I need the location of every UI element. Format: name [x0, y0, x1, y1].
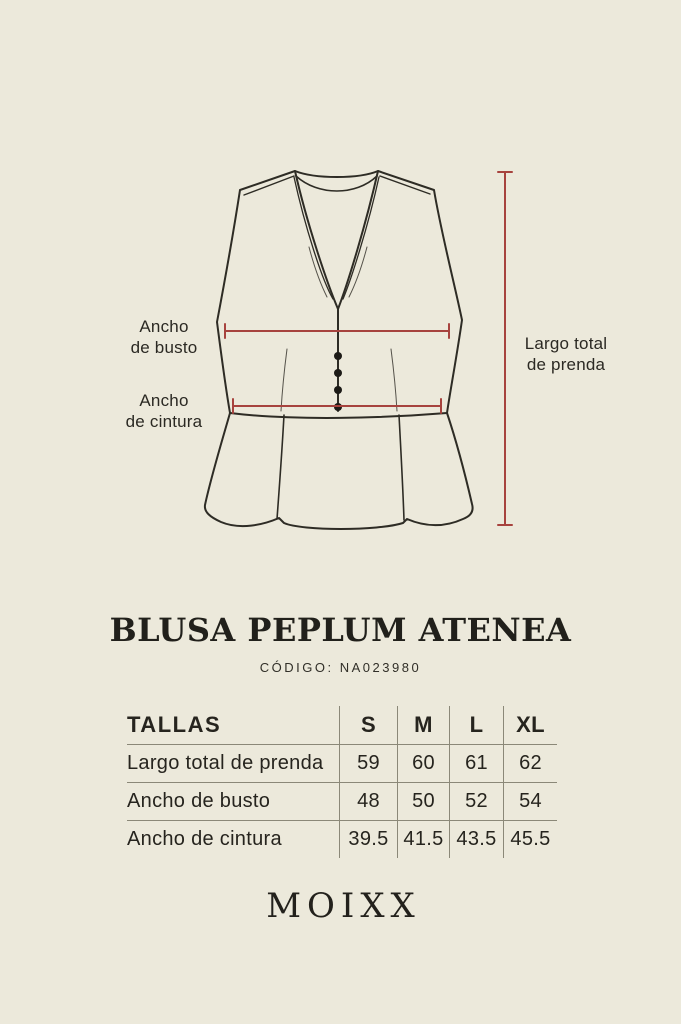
product-title: BLUSA PEPLUM ATENEA	[109, 611, 572, 649]
total-length-label-line1: Largo total	[524, 334, 608, 353]
total-length-label-line2: de prenda	[526, 355, 606, 374]
back-neckline	[296, 176, 377, 191]
cell-value: 61	[449, 745, 503, 782]
bust-width-label-line1: Ancho	[139, 317, 189, 336]
size-table-header-row	[127, 706, 557, 745]
waist-width-label-line1: Ancho	[139, 391, 189, 410]
row-label: Largo total de prenda	[127, 752, 324, 774]
peplum-fold-lines	[277, 415, 404, 520]
size-column-xl: XL	[503, 706, 557, 744]
cell-value: 62	[503, 745, 557, 782]
lapel-inner-lines	[294, 177, 379, 299]
product-code: CÓDIGO: NA023980	[259, 660, 422, 675]
cell-value: 43.5	[449, 821, 503, 858]
table-row-bust-width	[127, 783, 557, 821]
cell-value: 48	[339, 783, 397, 820]
button-icon	[334, 386, 342, 394]
size-table-header-label: TALLAS	[127, 712, 222, 737]
row-label: Ancho de busto	[127, 790, 271, 812]
size-column-m: M	[397, 706, 449, 744]
cell-value: 59	[339, 745, 397, 782]
waist-width-label	[103, 390, 225, 432]
waist-width-label-line2: de cintura	[125, 412, 203, 431]
cell-value: 41.5	[397, 821, 449, 858]
size-column-s: S	[339, 706, 397, 744]
table-row-waist-width	[127, 821, 557, 858]
total-length-label	[510, 333, 622, 375]
button-icon	[334, 352, 342, 360]
brand-logo: MOIXX	[266, 886, 421, 926]
cell-value: 52	[449, 783, 503, 820]
table-row-total-length	[127, 745, 557, 783]
size-table	[127, 706, 557, 858]
cell-value: 50	[397, 783, 449, 820]
bust-width-label-line2: de busto	[130, 338, 198, 357]
row-label: Ancho de cintura	[127, 828, 282, 850]
cell-value: 60	[397, 745, 449, 782]
waist-seam	[230, 413, 447, 418]
cell-value: 39.5	[339, 821, 397, 858]
cell-value: 45.5	[503, 821, 557, 858]
cell-value: 54	[503, 783, 557, 820]
button-icon	[334, 369, 342, 377]
bust-width-label	[108, 316, 220, 358]
size-column-l: L	[449, 706, 503, 744]
